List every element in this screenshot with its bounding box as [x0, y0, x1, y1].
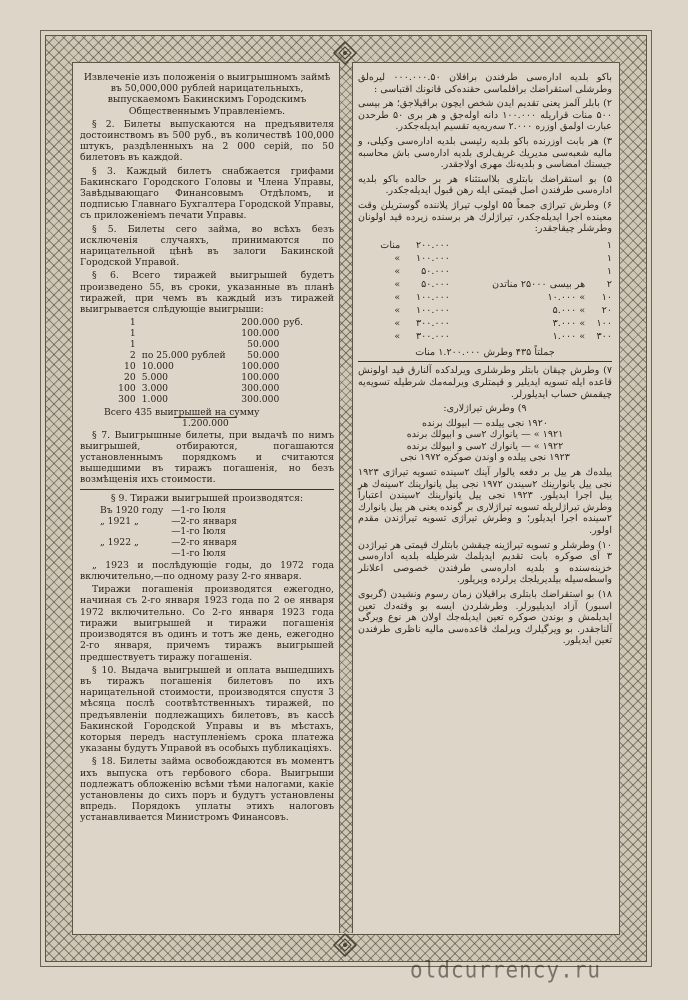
r-prize-label: » ۵.۰۰۰	[552, 304, 586, 316]
r-prize-count: ۱	[606, 239, 612, 251]
r-prize-label: » ۱۰.۰۰۰	[547, 291, 586, 303]
r-section-10: ۱۰) وطرشلر و تسويه تيراژينه چيقشن بابتلرك قيمتی هر تيراژدن ۳ آی صوكره بابت تقديم ايديلمك شرطيله بلديه اداره‌سی خزينه‌سنده و بلديه اداره‌سی طرفندن خصوصی اعلانلر واسطه‌سيله بيلديريلجك يرلرده ويريلور.	[358, 539, 612, 586]
prize-count: 20	[124, 372, 136, 384]
center-ornamental-divider	[339, 62, 353, 933]
prize-unit	[279, 328, 306, 339]
prize-unit	[279, 361, 306, 372]
r-prize-row	[372, 252, 612, 265]
r-section-2: ۲) بابلر آلمز يعنی تقديم ايدن شخص ايچون براقيلاجق؛ هر بيسی ۵۰۰ منات قراريله ۱۰۰.۰۰۰ دانه اوله‌جق و هر بری ۵۰ طرحدن عبارت اولمق اوزره ۲.۰۰۰ سه‌ريه‌يه تقسيم ايديله‌جكدر.	[358, 98, 612, 133]
section-7: § 7. Выигрышные билеты, при выдачѣ по нимъ выигрышей, отбираются, погашаются установленнымъ порядкомъ и считаются вышедшими въ тиражъ погашенія, но безъ возмѣщенія ихъ стоимости.	[80, 429, 334, 486]
prize-count: 1	[129, 328, 136, 340]
prize-row	[116, 361, 306, 372]
prize-amount: 50.000	[247, 350, 280, 362]
prize-unit	[279, 350, 306, 361]
r-prize-amount: ۳۰۰.۰۰۰	[415, 330, 450, 342]
r-section-7: ۷) وطرش چيقان بابتلر وطرشلری ويرلدكده آلنارق قيد اولونش قاعده ايله تسويه ايديلير و قيمتلری ويرلمه‌مك شرطيله تسويه‌يه چيقمش حساب ايديلورلر.	[358, 365, 612, 400]
prize-label	[136, 339, 237, 350]
r-prize-unit: »	[394, 330, 401, 342]
r-prize-label: » ۳.۰۰۰	[552, 317, 586, 329]
r-prize-amount: ۱۰۰.۰۰۰	[415, 252, 450, 264]
prize-amount: 200.000	[241, 317, 280, 329]
intro-paragraph: Извлеченіе изъ положенія о выигрышномъ займѣ въ 50,000,000 рублей нарицательныхъ, выпускаемомъ Бакинскимъ Городскимъ Общественнымъ Управленіемъ.	[83, 72, 331, 117]
r-section-3: ۳) هر بابت اوزرنده باكو بلديه رئيسی بلديه اداره‌سی وكيلی، و ماليه شعبه‌سی مديريك غريف‌لری بلديه اداره‌سی باش محاسبه جيسنك امضاسی و بلديه‌نك مهری اولاجقدر.	[358, 135, 612, 171]
draw-row	[100, 549, 237, 560]
prize-count: 10	[124, 361, 136, 373]
r-prize-unit: »	[394, 317, 401, 329]
draw-date: —1-го Іюля	[171, 526, 226, 538]
r-prize-count: ۱	[606, 265, 612, 277]
r-rule	[358, 361, 612, 362]
r-prize-label	[450, 265, 591, 278]
section-6: § 6. Всего тиражей выигрышей будетъ произведено 55, въ сроки, указанные въ планѣ тиражей, при чемъ въ каждый изъ тиражей выигрывается слѣдующіе выигрыши:	[80, 270, 334, 316]
prize-row	[116, 372, 306, 383]
prize-row	[116, 350, 306, 361]
r-prize-count: ۲۰	[601, 304, 612, 316]
prize-label: по 25.000 рублей	[141, 350, 226, 362]
prize-label: 5.000	[141, 372, 169, 384]
r-redemption: ييلده‌ك هر ييل بر دفعه يالوار آينك ۲سينده تسويه تيراژی ۱۹۲۳ نجی ييل يانوارينك ۲سيندن ۱۹۷۲ نجی ييل يانوارينك ۲سينه‌ك هر ييل اجرا ايديلور. ۱۹۲۳ نجی ييل يانوارينك ۲سيندن اعتباراً وطرش تيراژلريله تسويه تيراژلاری بر گونده يعنی هر ييل يانوارك ۲سينده اجرا ايديلور؛ و وطرش تيراژی تسويه تيراژندن مقدم اولور.	[358, 467, 613, 537]
r-draw-year: ۱۹۲۳ نجی ييلده و اوندن صوكره ۱۹۷۲ نجی	[400, 452, 570, 464]
r-prize-row	[372, 291, 612, 304]
draw-date: —1-го Іюля	[171, 548, 226, 560]
total-line: Всего 435 выигрышей на сумму	[104, 407, 260, 419]
top-ornament-icon	[332, 40, 358, 66]
prize-amount: 100.000	[241, 361, 280, 373]
r-total: جملتاً ۴۳۵ وطرش ۱.۲۰۰.۰۰۰ منات	[415, 346, 555, 358]
r-prize-unit: »	[394, 265, 401, 277]
r-prize-count: ۱۰۰	[596, 317, 612, 329]
draw-year: „ 1921 „	[100, 515, 139, 527]
prize-amount: 100.000	[241, 328, 280, 340]
prize-row	[116, 383, 306, 394]
r-prize-row	[372, 265, 612, 278]
prize-unit	[279, 372, 306, 383]
prize-unit: руб.	[283, 317, 304, 329]
section-9-title: § 9. Тиражи выигрышей производятся:	[110, 492, 304, 504]
r-prize-count: ۲	[606, 278, 612, 290]
prize-amount: 300.000	[241, 383, 280, 395]
draw-date: —2-го января	[171, 537, 237, 549]
r-prize-amount: ۱۰۰.۰۰۰	[415, 304, 450, 316]
section-5: § 5. Билеты сего займа, во всѣхъ безъ исключенія случаяхъ, принимаются по нарицательной цѣнѣ въ залоги Бакинской Городской Управой.	[80, 223, 334, 269]
r-section-9: ۹) وطرش تيراژلاری:	[443, 403, 527, 415]
prize-count: 1	[129, 317, 136, 329]
r-prize-row	[372, 278, 612, 291]
prize-table	[116, 317, 306, 405]
r-draw-year: ۱۹۲۱ » — يانوارك ۲سی و ابيولك برنده	[406, 429, 564, 441]
redemption-paragraph: Тиражи погашенія производятся ежегодно, начиная съ 2-го января 1923 года по 2 ое января 1972 включительно. Со 2-го января 1923 года тиражи выигрышей и тиражи погашенія производятся въ одинъ и тотъ же день, ежегодно 2-го января, причемъ тиражъ выигрышей предшествуетъ тиражу погашенія.	[80, 584, 334, 663]
prize-label: 1.000	[141, 394, 169, 406]
prize-row	[116, 394, 306, 405]
russian-column	[80, 72, 334, 826]
prize-row	[116, 317, 306, 328]
r-draw-year: ۱۹۲۲ » — يانوارك ۲سی و ابيولك برنده	[406, 440, 564, 452]
total-sum: 1.200.000	[174, 417, 237, 429]
draw-schedule	[100, 506, 237, 560]
prize-unit	[279, 339, 306, 350]
prize-label	[136, 328, 237, 339]
r-prize-amount: ۳۰۰.۰۰۰	[415, 317, 450, 329]
r-prize-amount: ۵۰.۰۰۰	[421, 278, 450, 290]
watermark: oldcurrency.ru	[410, 956, 602, 984]
r-prize-label: » ۱.۰۰۰	[552, 330, 586, 342]
draw-date: —1-го Іюля	[171, 504, 226, 516]
r-prize-count: ۱۰	[601, 291, 612, 303]
draw-year: Въ 1920 году	[100, 504, 164, 516]
r-prize-unit: »	[394, 252, 401, 264]
prize-amount: 100.000	[241, 372, 280, 384]
prize-unit	[279, 394, 306, 405]
r-draw-year: ۱۹۲۰ نجی ييلده — ابيولك برنده	[421, 417, 549, 429]
r-prize-row	[372, 239, 612, 252]
prize-count: 100	[118, 383, 136, 395]
section-rule	[80, 489, 334, 490]
prize-label: 10.000	[141, 361, 174, 373]
r-prize-table	[372, 239, 612, 343]
prize-count: 2	[129, 350, 136, 362]
r-prize-label: هر بيسی ۲۵۰۰۰ مناتدن	[492, 278, 586, 290]
r-prize-amount: ۱۰۰.۰۰۰	[415, 291, 450, 303]
r-prize-unit: »	[394, 304, 401, 316]
r-prize-count: ۱	[606, 252, 612, 264]
prize-count: 300	[118, 394, 136, 406]
prize-row	[116, 328, 306, 339]
bottom-ornament-icon	[332, 932, 358, 958]
r-prize-row	[372, 304, 612, 317]
prize-label: 3.000	[141, 383, 169, 395]
r-section-5: ۵) بو استقراضك بابتلری بلااستثناء هر بر حالده باكو بلديه اداره‌سی طرفندن اصل قيمتی ايله رهن قبول ايديله‌جكدر.	[358, 173, 612, 197]
r-prize-row	[372, 330, 612, 343]
prize-row	[116, 339, 306, 350]
draw-year	[100, 549, 163, 560]
r-prize-label	[450, 252, 591, 265]
r-prize-unit: منات	[380, 239, 401, 251]
r-section-6: ۶) وطرش تيراژی جمعاً ۵۵ اولوب تيراژ پلاننده گوستريلن وقت معينده اجرا ايديله‌جكدر، تيراژلرك هر برسنده زيرده قيد اولونان وطرشلر چيقاجقدر:	[358, 199, 612, 235]
prize-total	[104, 407, 334, 429]
prize-count: 1	[129, 339, 136, 351]
r-prize-amount: ۲۰۰.۰۰۰	[415, 239, 450, 251]
section-2: § 2. Билеты выпускаются на предъявителя достоинствомъ въ 500 руб., въ количествѣ 100,000 штукъ, раздѣленныхъ на 2 000 серій, по 50 билетовъ въ каждой.	[80, 118, 334, 164]
arabic-script-column	[358, 72, 612, 650]
section-3: § 3. Каждый билетъ снабжается грифами Бакинскаго Городского Головы и Члена Управы, Завѣдывающаго Финансовымъ Отдѣломъ, и подписью Главнаго Бухгалтера Городской Управы, съ приложеніемъ печати Управы.	[80, 165, 334, 222]
prize-amount: 50.000	[247, 339, 280, 351]
r-section-18: ۱۸) بو استقراضك بابتلری براقيلان زمان رسوم ونشيدن (گربوی اسبور) آزاد ايديليورلر. وطرشلردن ايسه بو وقته‌دك تعين ايديلمش و بوندن صوكره تعين ايديله‌جك اولان هر نوع ويرگی آلناجقدر. بو ويرگيلرك ويرلمك قاعده‌سی ماليه ناظری طرفندن تعين ايديلور.	[358, 589, 612, 647]
draw-date: —2-го января	[171, 515, 237, 527]
r-prize-count: ۳۰۰	[596, 330, 612, 342]
section-9-tail: „ 1923 и послѣдующіе годы, до 1972 года включительно,—по одному разу 2-го января.	[80, 559, 334, 583]
section-10: § 10. Выдача выигрышей и оплата вышедшихъ въ тиражъ погашенія билетовъ по ихъ нарицательной стоимости, производятся спустя 3 мѣсяца послѣ соотвѣтственныхъ тиражей, по предъявленіи подлежащихъ билетовъ, въ кассѣ Бакинской Городской Управы и въ мѣстахъ, которыя передъ наступленіемъ срока платежа указаны будутъ Управой въ особыхъ публикаціяхъ.	[80, 664, 334, 755]
r-draw-years	[358, 418, 612, 464]
r-prize-row	[372, 317, 612, 330]
prize-unit	[279, 383, 306, 394]
prize-amount: 300.000	[241, 394, 280, 406]
prize-label	[136, 317, 237, 328]
r-intro: باكو بلديه اداره‌سی طرفندن برافلان ۰۰۰.۰۰۰.۵۰ ليره‌لق وطرشلی استقراضك برافلماسی حقنده‌كی قانونك اقتباسی :	[358, 72, 612, 95]
r-prize-unit: »	[394, 278, 401, 290]
section-18: § 18. Билеты займа освобождаются въ моментъ ихъ выпуска отъ гербового сбора. Выигрыши подлежатъ обложенію всѣми тѣми налогами, какіе установлены до сихъ поръ и будутъ установлены впредь. Порядокъ уплаты этихъ налоговъ устанавливается Министромъ Финансовъ.	[80, 756, 334, 824]
r-prize-label	[450, 239, 591, 252]
r-prize-unit: »	[394, 291, 401, 303]
r-prize-amount: ۵۰.۰۰۰	[421, 265, 450, 277]
draw-year: „ 1922 „	[100, 537, 139, 549]
